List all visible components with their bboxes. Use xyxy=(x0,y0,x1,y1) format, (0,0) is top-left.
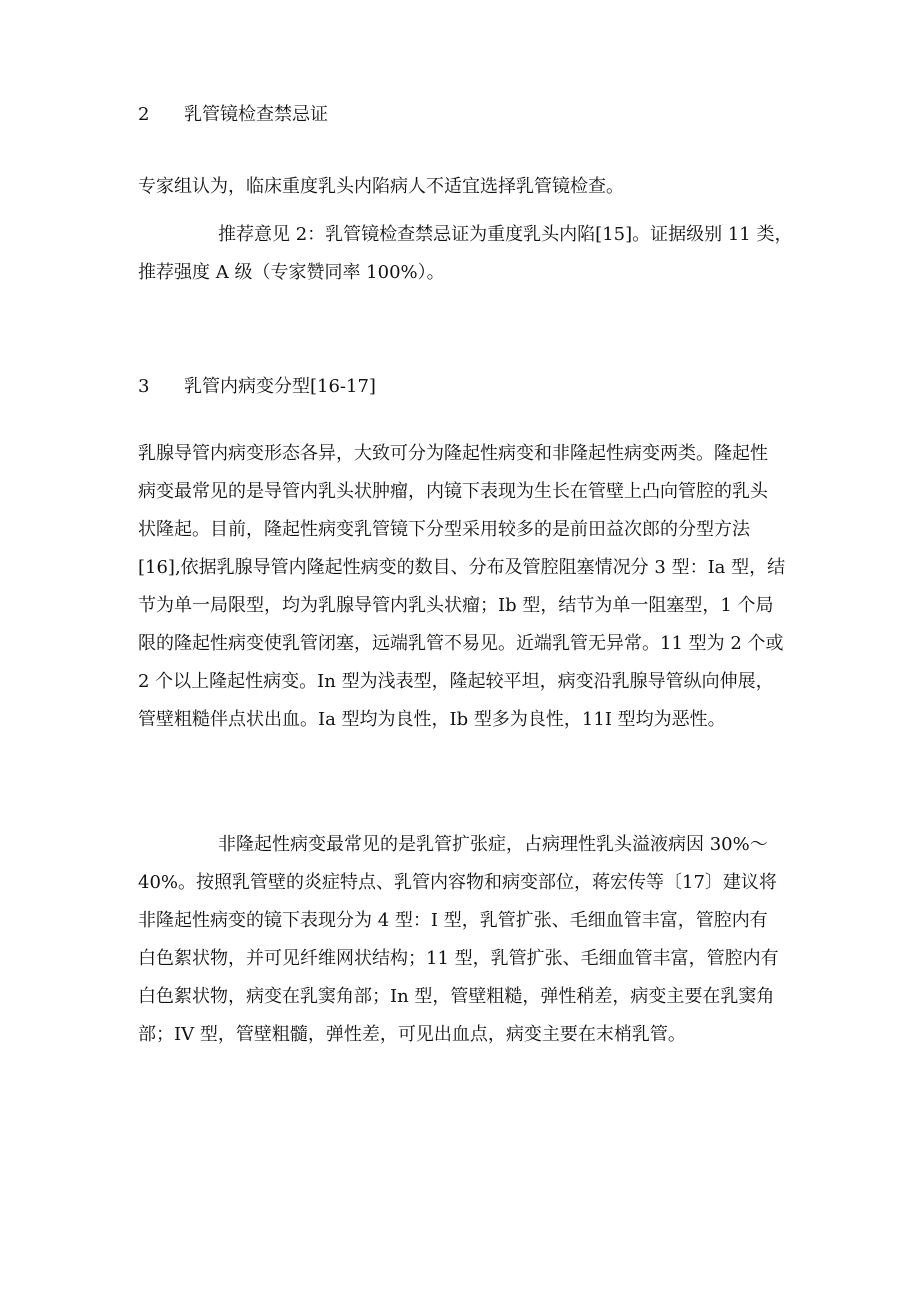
section-2-title: 乳管镜检查禁忌证 xyxy=(184,104,328,125)
section-2-number: 2 xyxy=(138,104,150,125)
section-3-heading xyxy=(138,374,376,400)
paragraph-line: [16],依据乳腺导管内隆起性病变的数目、分布及管腔阻塞情况分 3 型：Ia 型，结 xyxy=(138,557,786,578)
paragraph-line: 非隆起性病变最常见的是乳管扩张症，占病理性乳头溢液病因 30%～ xyxy=(218,834,768,855)
paragraph-line: 部；IV 型，管壁粗髓，弹性差，可见出血点，病变主要在末梢乳管。 xyxy=(138,1024,686,1045)
recommendation-line-1: 推荐意见 2：乳管镜检查禁忌证为重度乳头内陷[15]。证据级别 11 类， xyxy=(218,224,793,245)
paragraph-line: 白色絮状物，病变在乳窦角部；In 型，管壁粗糙，弹性稍差，病变主要在乳窦角 xyxy=(138,986,775,1007)
paragraph-line: 乳腺导管内病变形态各异，大致可分为隆起性病变和非隆起性病变两类。隆起性 xyxy=(138,443,768,464)
section-3-title: 乳管内病变分型[16-17] xyxy=(184,376,376,397)
paragraph-line: 病变最常见的是导管内乳头状肿瘤，内镜下表现为生长在管壁上凸向管腔的乳头 xyxy=(138,481,768,502)
paragraph-line: 40%。按照乳管壁的炎症特点、乳管内容物和病变部位，蒋宏传等〔17〕建议将 xyxy=(138,872,777,893)
paragraph-line: 节为单一局限型，均为乳腺导管内乳头状瘤；Ib 型，结节为单一阻塞型，1 个局 xyxy=(138,595,774,616)
paragraph-line: 限的隆起性病变使乳管闭塞，远端乳管不易见。近端乳管无异常。11 型为 2 个或 xyxy=(138,633,784,654)
raised-lesion-paragraph xyxy=(138,435,786,739)
paragraph-line: 状隆起。目前，隆起性病变乳管镜下分型采用较多的是前田益次郎的分型方法 xyxy=(138,519,750,540)
recommendation-paragraph xyxy=(138,216,793,292)
non-raised-lesion-paragraph xyxy=(138,826,786,1054)
section-2-heading xyxy=(138,102,328,128)
section-3-number: 3 xyxy=(138,376,150,397)
recommendation-line-2: 推荐强度 A 级（专家赞同率 100%）。 xyxy=(138,262,445,283)
paragraph-line: 非隆起性病变的镜下表现分为 4 型：I 型，乳管扩张、毛细血管丰富，管腔内有 xyxy=(138,910,768,931)
paragraph-line: 管壁粗糙伴点状出血。Ia 型均为良性，Ib 型多为良性，11I 型均为恶性。 xyxy=(138,709,726,730)
paragraph-line: 2 个以上隆起性病变。In 型为浅表型，隆起较平坦，病变沿乳腺导管纵向伸展， xyxy=(138,671,774,692)
paragraph-line: 白色絮状物，并可见纤维网状结构；11 型，乳管扩张、毛细血管丰富，管腔内有 xyxy=(138,948,779,969)
expert-opinion-paragraph: 专家组认为，临床重度乳头内陷病人不适宜选择乳管镜检查。 xyxy=(138,176,624,197)
